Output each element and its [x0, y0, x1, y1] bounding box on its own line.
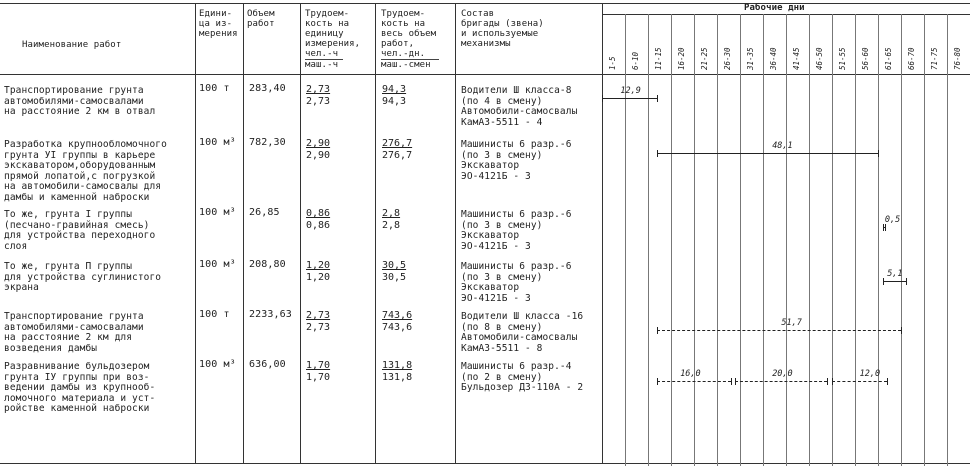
- day-label: 6-10: [631, 51, 640, 70]
- gantt-bar: [832, 381, 887, 382]
- volume-cell: 208,80: [249, 259, 286, 270]
- gantt-bar-tick: [731, 378, 732, 385]
- day-label: 11-15: [654, 47, 663, 70]
- labor-unit-fraction: [306, 208, 330, 232]
- labor-total-denominator: 2,8: [382, 220, 401, 231]
- gantt-bar: [735, 381, 827, 382]
- gantt-bar-label: 16,0: [680, 369, 701, 379]
- labor-unit-numerator: 1,70: [306, 360, 331, 371]
- gantt-bar-tick: [735, 378, 736, 385]
- gantt-bar-tick: [827, 378, 828, 385]
- day-label: 21-25: [700, 47, 709, 70]
- work-name: То же, грунта I группы (песчано-гравийная смесь) для устройства переходного слоя: [4, 209, 156, 252]
- day-label: 56-60: [861, 47, 870, 70]
- gantt-bar-tick: [887, 378, 888, 385]
- day-column-line: [947, 14, 948, 466]
- labor-unit-numerator: 2,73: [306, 310, 331, 321]
- work-name: То же, грунта П группы для устройства суглинистого экрана: [4, 261, 162, 293]
- labor-unit-numerator: 1,20: [306, 260, 331, 271]
- day-label: 66-70: [907, 47, 916, 70]
- gantt-bar-tick: [657, 95, 658, 102]
- day-label: 71-75: [930, 47, 939, 70]
- col-divider: [455, 3, 456, 463]
- brigade-cell: Машинисты 6 разр.-6 (по 3 в смену) Экскаватор ЭО-4121Б - 3: [461, 261, 572, 304]
- labor-unit-denominator: 2,73: [306, 322, 331, 333]
- header-brigade: Состав бригады (звена) и используемые механизмы: [461, 9, 544, 49]
- work-name: Транспортирование грунта автомобилями-самосвалами на расстояние 2 км в отвал: [4, 85, 156, 117]
- labor-unit-numerator: 2,73: [306, 84, 331, 95]
- header-labor-total-denominator: маш.-смен: [381, 60, 431, 70]
- labor-unit-denominator: 2,90: [306, 150, 331, 161]
- day-label: 51-55: [838, 47, 847, 70]
- gantt-bar-tick: [602, 95, 603, 102]
- gantt-bar-tick: [885, 224, 886, 231]
- header-bottom-border: [0, 74, 970, 75]
- day-label: 41-45: [792, 47, 801, 70]
- labor-total-numerator: 131,8: [382, 360, 413, 371]
- day-label: 1-5: [608, 56, 617, 70]
- labor-unit-fraction: [306, 360, 330, 384]
- work-name: Разработка крупнообломочного грунта УI группы в карьере экскаватором,оборудованным прямой лопатой,с погрузкой на автомобили-самосвалы для дамбы и каменной наброски: [4, 139, 167, 203]
- labor-total-denominator: 131,8: [382, 372, 413, 383]
- brigade-cell: Водители Ш класса -16 (по 8 в смену) Автомобили-самосвалы КамАЗ-5511 - 8: [461, 311, 584, 354]
- day-column-line: [717, 14, 718, 466]
- gantt-bar-tick: [901, 327, 902, 334]
- gantt-bar: [657, 153, 878, 154]
- gantt-bar-tick: [657, 150, 658, 157]
- day-label: 36-40: [769, 47, 778, 70]
- header-labor-total: Трудоем- кость на весь объем работ, чел.-дн.: [381, 9, 437, 59]
- day-column-line: [786, 14, 787, 466]
- gantt-bar: [883, 281, 906, 282]
- labor-total-denominator: 30,5: [382, 272, 407, 283]
- unit-cell: 100 м³: [199, 359, 236, 370]
- volume-cell: 782,30: [249, 137, 286, 148]
- header-unit: Едини- ца из- мерения: [199, 9, 238, 39]
- brigade-cell: Водители Ш класса-8 (по 4 в смену) Автомобили-самосвалы КамАЗ-5511 - 4: [461, 85, 578, 128]
- day-column-line: [648, 14, 649, 466]
- gantt-bar-tick: [906, 278, 907, 285]
- header-labor-unit: Трудоем- кость на единицу измерения, чел.-ч: [305, 9, 361, 59]
- volume-cell: 26,85: [249, 207, 280, 218]
- day-column-line: [763, 14, 764, 466]
- labor-unit-fraction: [306, 260, 330, 284]
- day-label: 46-50: [815, 47, 824, 70]
- unit-cell: 100 м³: [199, 137, 236, 148]
- gantt-bar-tick: [883, 278, 884, 285]
- header-fraction-line: [381, 59, 439, 60]
- day-column-line: [855, 14, 856, 466]
- labor-unit-denominator: 0,86: [306, 220, 331, 231]
- day-column-line: [832, 14, 833, 466]
- day-column-line: [901, 14, 902, 466]
- gantt-bar-label: 12,0: [859, 369, 881, 379]
- day-column-line: [809, 14, 810, 466]
- day-column-line: [694, 14, 695, 466]
- work-name: Транспортирование грунта автомобилями-самосвалами на расстояние 2 км для возведения дамбы: [4, 311, 144, 354]
- gantt-bar-label: 51,7: [781, 318, 802, 328]
- day-label: 61-65: [884, 47, 893, 70]
- gantt-bar: [657, 330, 901, 331]
- day-column-line: [671, 14, 672, 466]
- labor-total-fraction: [382, 84, 406, 108]
- gantt-bar-label: 5,1: [887, 269, 903, 279]
- col-divider: [243, 3, 244, 463]
- labor-unit-fraction: [306, 310, 330, 334]
- header-labor-unit-denominator: маш.-ч: [305, 60, 339, 70]
- unit-cell: 100 т: [199, 83, 230, 94]
- labor-total-denominator: 94,3: [382, 96, 407, 107]
- day-column-line: [740, 14, 741, 466]
- header-days-title: Рабочие дни: [744, 3, 805, 13]
- labor-total-fraction: [382, 208, 400, 232]
- gantt-bar-tick: [832, 378, 833, 385]
- unit-cell: 100 м³: [199, 207, 236, 218]
- day-column-line: [625, 14, 626, 466]
- labor-unit-denominator: 1,70: [306, 372, 331, 383]
- work-name: Разравнивание бульдозером грунта IУ группы при воз- ведении дамбы из крупнооб- ломочного материала и уст- ройстве каменной наброски: [4, 361, 156, 414]
- labor-unit-numerator: 0,86: [306, 208, 331, 219]
- labor-unit-denominator: 1,20: [306, 272, 331, 283]
- labor-total-numerator: 743,6: [382, 310, 413, 321]
- gantt-bar-tick: [878, 150, 879, 157]
- brigade-cell: Машинисты 6 разр.-4 (по 2 в смену) Бульдозер ДЗ-110А - 2: [461, 361, 584, 393]
- labor-total-numerator: 30,5: [382, 260, 407, 271]
- unit-cell: 100 м³: [199, 259, 236, 270]
- labor-total-numerator: 94,3: [382, 84, 407, 95]
- labor-total-denominator: 276,7: [382, 150, 413, 161]
- gantt-bar-label: 0,5: [884, 215, 901, 225]
- labor-total-fraction: [382, 138, 412, 162]
- header-name: Наименование работ: [22, 40, 122, 50]
- col-divider: [300, 3, 301, 463]
- labor-total-fraction: [382, 310, 412, 334]
- gantt-bar-label: 12,9: [620, 86, 641, 96]
- col-divider: [375, 3, 376, 463]
- labor-unit-numerator: 2,90: [306, 138, 331, 149]
- day-label: 16-20: [677, 47, 686, 70]
- brigade-cell: Машинисты 6 разр.-6 (по 3 в смену) Экскаватор ЭО-4121Б - 3: [461, 209, 572, 252]
- gantt-bar-label: 48,1: [772, 141, 793, 151]
- gantt-bar-tick: [657, 327, 658, 334]
- volume-cell: 636,00: [249, 359, 286, 370]
- labor-total-fraction: [382, 260, 406, 284]
- table-bottom-border: [0, 463, 970, 464]
- unit-cell: 100 т: [199, 309, 230, 320]
- gantt-bar-label: 20,0: [772, 369, 793, 379]
- volume-cell: 2233,63: [249, 309, 292, 320]
- labor-unit-fraction: [306, 84, 330, 108]
- volume-cell: 283,40: [249, 83, 286, 94]
- labor-total-numerator: 276,7: [382, 138, 413, 149]
- day-column-line: [924, 14, 925, 466]
- gantt-bar: [657, 381, 731, 382]
- brigade-cell: Машинисты 6 разр.-6 (по 3 в смену) Экскаватор ЭО-4121Б - 3: [461, 139, 572, 182]
- gantt-bar: [602, 98, 657, 99]
- labor-total-fraction: [382, 360, 412, 384]
- header-fraction-line: [305, 59, 343, 60]
- labor-unit-fraction: [306, 138, 330, 162]
- col-divider: [602, 3, 603, 463]
- day-label: 26-30: [723, 47, 732, 70]
- labor-total-numerator: 2,8: [382, 208, 401, 219]
- day-label: 31-35: [746, 47, 755, 70]
- gantt-bar-tick: [657, 378, 658, 385]
- table-top-border: [0, 3, 970, 4]
- labor-total-denominator: 743,6: [382, 322, 413, 333]
- labor-unit-denominator: 2,73: [306, 96, 331, 107]
- gantt-bar-tick: [883, 224, 884, 231]
- day-label: 76-80: [953, 47, 962, 70]
- day-column-line: [878, 14, 879, 466]
- col-divider: [195, 3, 196, 463]
- header-volume: Объем работ: [247, 9, 275, 29]
